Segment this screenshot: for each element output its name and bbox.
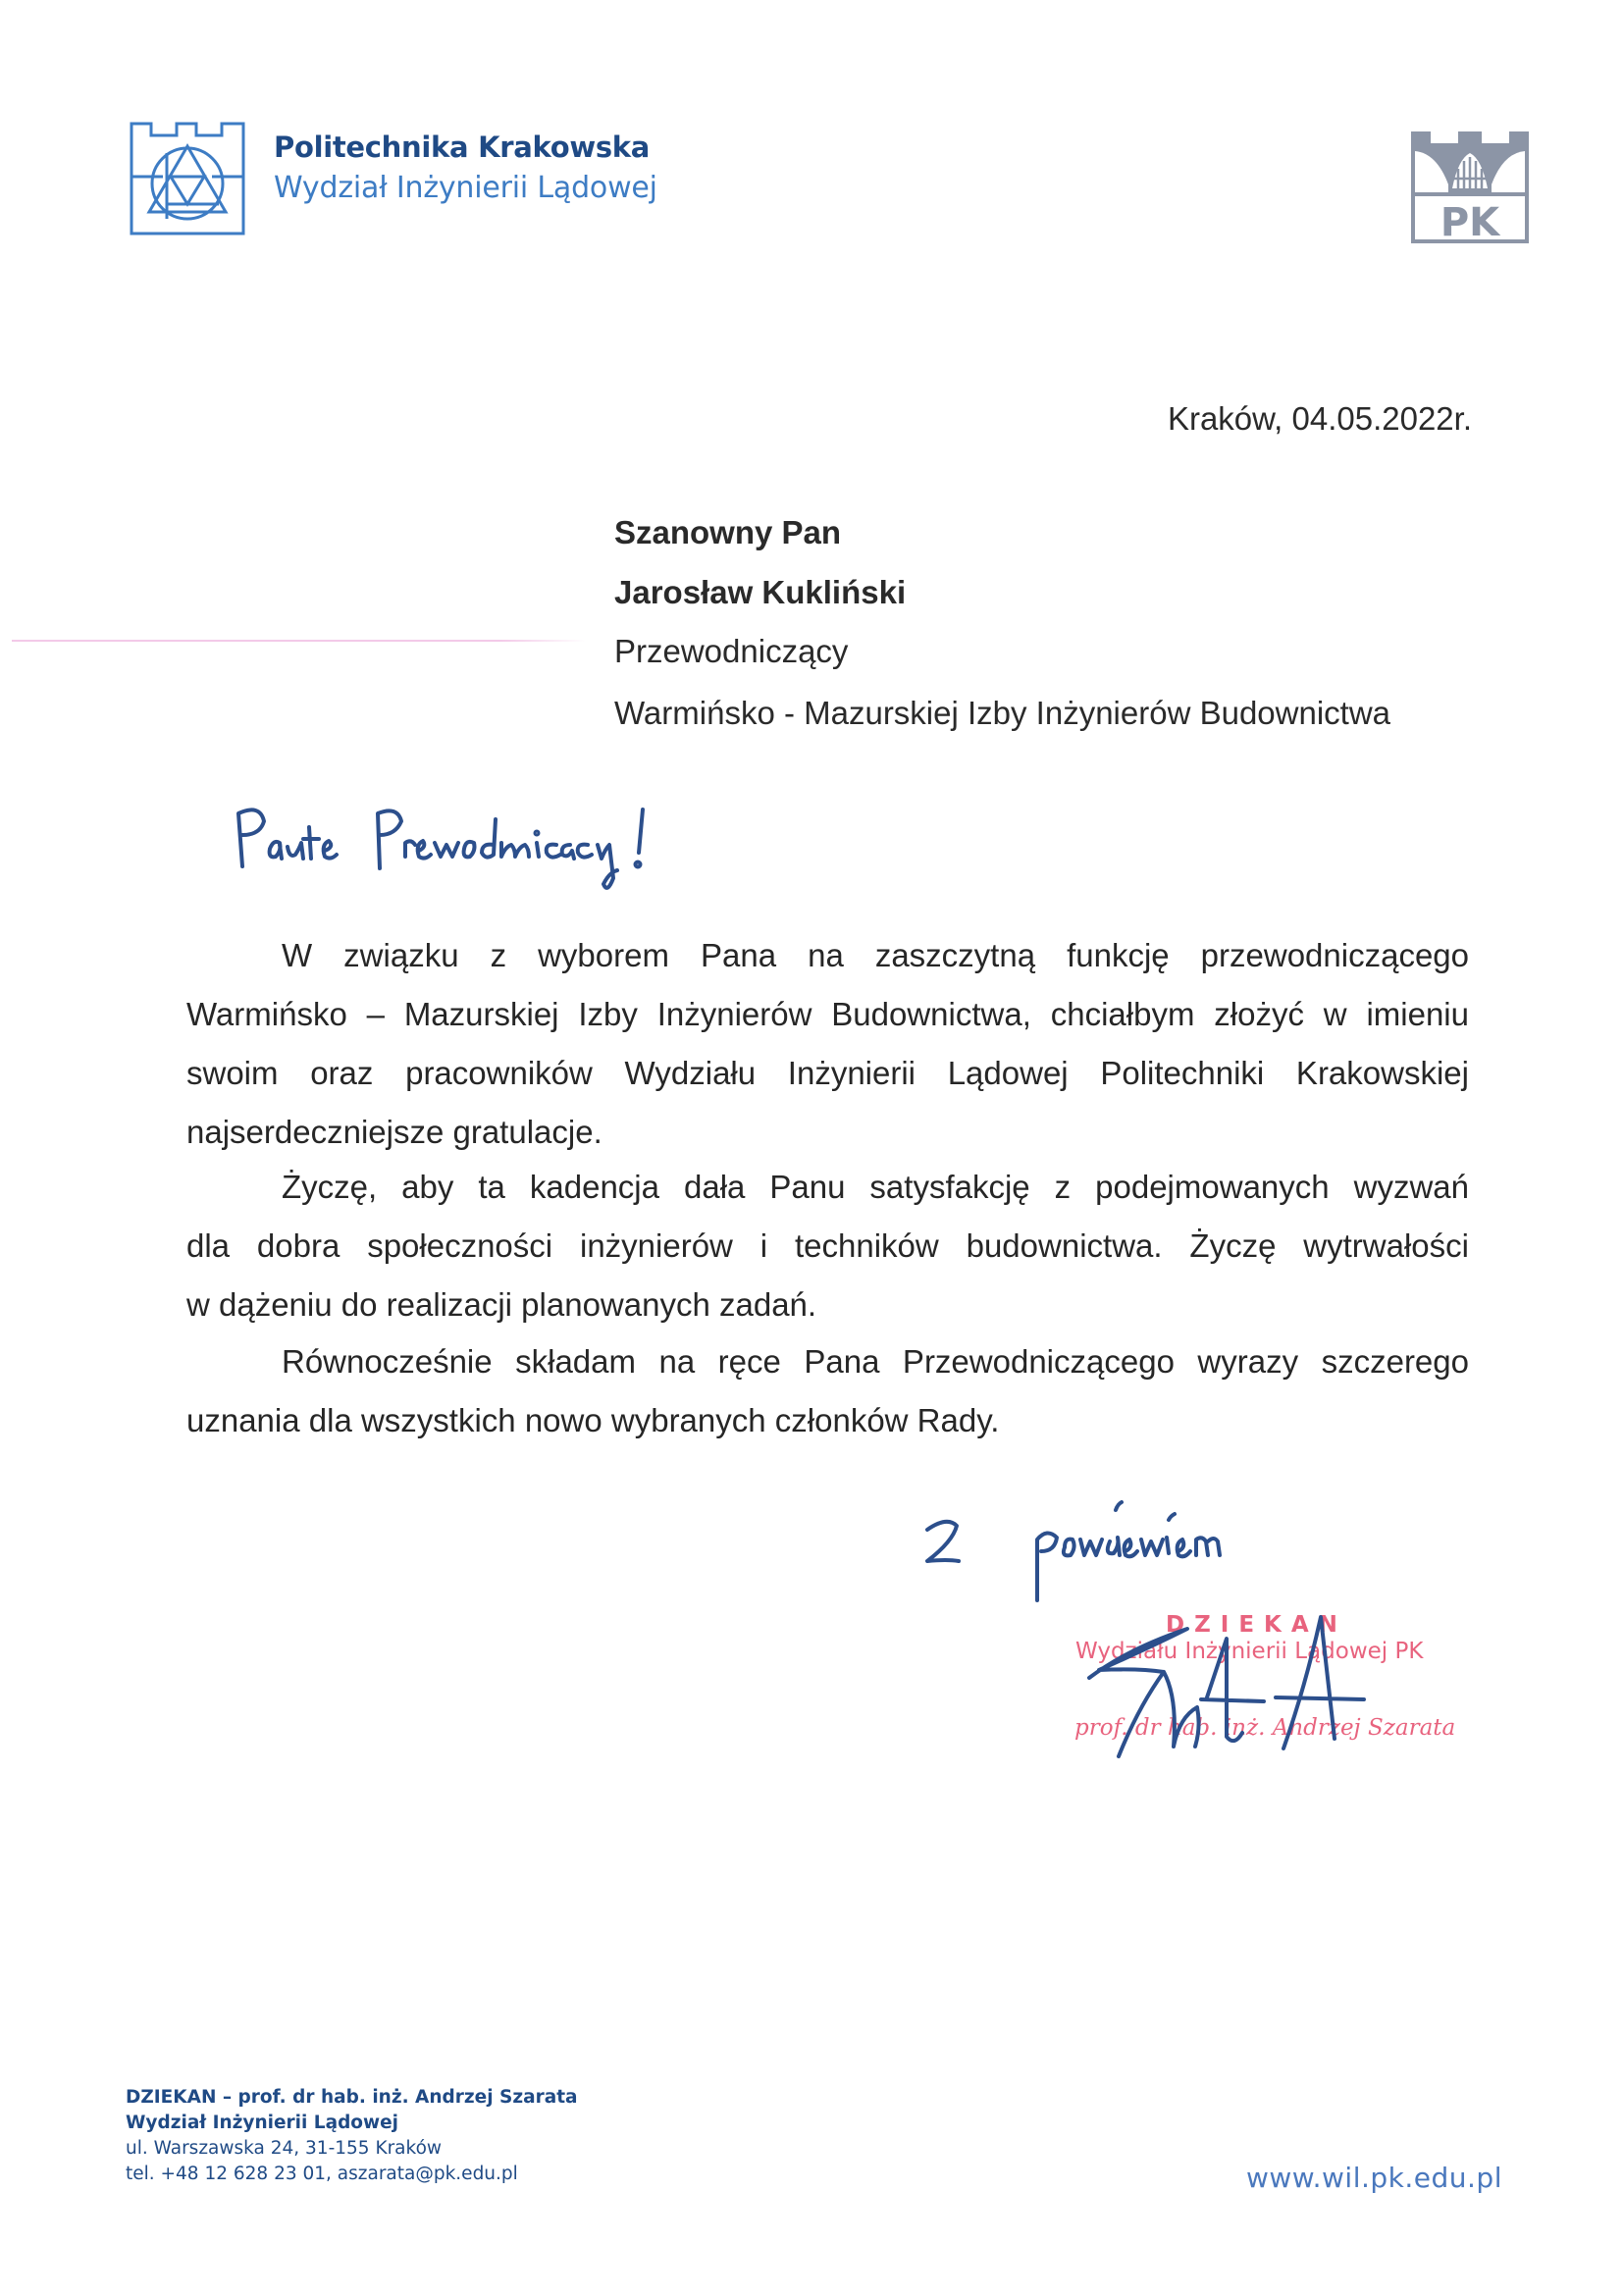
recipient-organization: Warmińsko - Mazurskiej Izby Inżynierów Budownictwa [614, 695, 1391, 731]
footer-address: ul. Warszawska 24, 31-155 Kraków [126, 2138, 443, 2159]
letter-date: Kraków, 04.05.2022r. [1167, 400, 1472, 437]
pk-logo-text: PK [1440, 200, 1500, 245]
faculty-name: Wydział Inżynierii Lądowej [274, 171, 657, 205]
footer-website-link[interactable]: www.wil.pk.edu.pl [1246, 2162, 1502, 2194]
scan-artifact-line [12, 640, 586, 642]
paragraph-line: Równocześnie składam na ręce Pana Przewodniczącego wyrazy szczerego [282, 1343, 1469, 1380]
paragraph-line: swoim oraz pracowników Wydziału Inżynierii Lądowej Politechniki Krakowskiej [186, 1055, 1469, 1091]
handwritten-closing [917, 1477, 1369, 1624]
footer-dean: DZIEKAN – prof. dr hab. inż. Andrzej Szarata [126, 2087, 578, 2108]
university-name: Politechnika Krakowska [274, 130, 651, 164]
paragraph-line: najserdeczniejsze gratulacje. [186, 1114, 602, 1150]
recipient-position: Przewodniczący [614, 633, 849, 669]
castle-triangle-emblem-icon [128, 120, 247, 237]
stamp-title: DZIEKAN [1166, 1612, 1347, 1638]
paragraph-3 [186, 1332, 1469, 1450]
stamp-faculty: Wydziału Inżynierii Lądowej PK [1075, 1639, 1424, 1664]
handwritten-greeting [231, 800, 741, 898]
paragraph-2 [186, 1158, 1469, 1334]
recipient-name: Jarosław Kukliński [614, 574, 907, 610]
paragraph-line: uznania dla wszystkich nowo wybranych członków Rady. [186, 1402, 1000, 1438]
paragraph-line: Warmińsko – Mazurskiej Izby Inżynierów Budownictwa, chciałbym złożyć w imieniu [186, 996, 1469, 1032]
paragraph-line: Życzę, aby ta kadencja dała Panu satysfakcję z podejmowanych wyzwań [282, 1169, 1469, 1205]
stamp-name: prof. dr hab. inż. Andrzej Szarata [1074, 1715, 1456, 1741]
pk-castle-emblem-icon [1409, 130, 1531, 245]
footer-contact [126, 2085, 578, 2187]
paragraph-line: w dążeniu do realizacji planowanych zadań. [186, 1286, 817, 1323]
footer-phone-email: tel. +48 12 628 23 01, aszarata@pk.edu.pl [126, 2164, 518, 2184]
signature [1070, 1609, 1423, 1766]
paragraph-line: dla dobra społeczności inżynierów i techników budownictwa. Życzę wytrwałości [186, 1227, 1469, 1264]
paragraph-line: W związku z wyborem Pana na zaszczytną funkcję przewodniczącego [282, 937, 1469, 973]
recipient-salutation: Szanowny Pan [614, 514, 842, 550]
footer-faculty: Wydział Inżynierii Lądowej [126, 2113, 398, 2133]
paragraph-1 [186, 926, 1469, 1162]
